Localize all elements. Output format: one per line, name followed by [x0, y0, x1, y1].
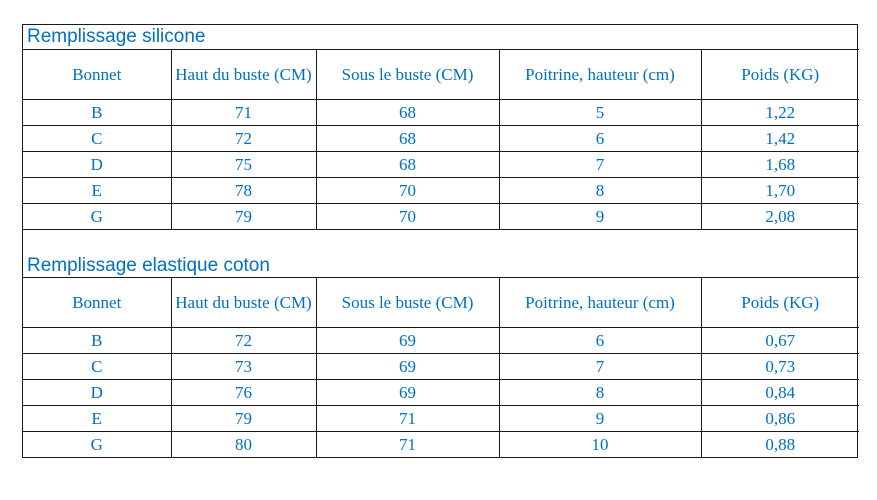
- section-title-elastique-coton: Remplissage elastique coton: [23, 229, 857, 277]
- cell-haut-du-buste: 71: [171, 100, 316, 126]
- cell-poitrine-hauteur: 8: [499, 380, 701, 406]
- cell-haut-du-buste: 79: [171, 406, 316, 432]
- table-silicone: [23, 49, 859, 229]
- table-row: [23, 380, 859, 406]
- header-sous-le-buste: Sous le buste (CM): [316, 50, 499, 100]
- cell-poids: 0,84: [701, 380, 859, 406]
- cell-bonnet: E: [23, 406, 171, 432]
- header-haut-du-buste: Haut du buste (CM): [171, 50, 316, 100]
- cell-poids: 1,68: [701, 152, 859, 178]
- cell-poitrine-hauteur: 5: [499, 100, 701, 126]
- header-row: [23, 278, 859, 328]
- table-row: [23, 100, 859, 126]
- cell-poitrine-hauteur: 9: [499, 204, 701, 230]
- table-row: [23, 354, 859, 380]
- table-row: [23, 126, 859, 152]
- cell-bonnet: B: [23, 100, 171, 126]
- section-title-silicone: Remplissage silicone: [27, 26, 206, 47]
- cell-bonnet: B: [23, 328, 171, 354]
- header-poids: Poids (KG): [701, 278, 859, 328]
- cell-bonnet: E: [23, 178, 171, 204]
- header-bonnet: Bonnet: [23, 50, 171, 100]
- cell-poids: 0,88: [701, 432, 859, 458]
- table-row: [23, 432, 859, 458]
- cell-sous-le-buste: 70: [316, 178, 499, 204]
- header-poitrine-hauteur: Poitrine, hauteur (cm): [499, 50, 701, 100]
- cell-haut-du-buste: 76: [171, 380, 316, 406]
- table-row: [23, 406, 859, 432]
- cell-haut-du-buste: 72: [171, 328, 316, 354]
- cell-sous-le-buste: 69: [316, 354, 499, 380]
- cell-poids: 1,70: [701, 178, 859, 204]
- header-poids: Poids (KG): [701, 50, 859, 100]
- cell-haut-du-buste: 73: [171, 354, 316, 380]
- cell-poids: 1,22: [701, 100, 859, 126]
- cell-sous-le-buste: 68: [316, 126, 499, 152]
- cell-sous-le-buste: 71: [316, 406, 499, 432]
- size-chart-sheet: [22, 24, 858, 458]
- cell-haut-du-buste: 78: [171, 178, 316, 204]
- cell-haut-du-buste: 72: [171, 126, 316, 152]
- cell-sous-le-buste: 69: [316, 380, 499, 406]
- cell-bonnet: D: [23, 380, 171, 406]
- cell-sous-le-buste: 71: [316, 432, 499, 458]
- cell-poids: 1,42: [701, 126, 859, 152]
- table-row: [23, 178, 859, 204]
- cell-bonnet: C: [23, 126, 171, 152]
- cell-poitrine-hauteur: 6: [499, 126, 701, 152]
- cell-poitrine-hauteur: 7: [499, 152, 701, 178]
- cell-bonnet: C: [23, 354, 171, 380]
- cell-poids: 0,73: [701, 354, 859, 380]
- cell-sous-le-buste: 68: [316, 152, 499, 178]
- cell-sous-le-buste: 68: [316, 100, 499, 126]
- cell-poitrine-hauteur: 6: [499, 328, 701, 354]
- table-row: [23, 204, 859, 230]
- header-bonnet: Bonnet: [23, 278, 171, 328]
- cell-haut-du-buste: 80: [171, 432, 316, 458]
- cell-bonnet: G: [23, 432, 171, 458]
- header-sous-le-buste: Sous le buste (CM): [316, 278, 499, 328]
- cell-poitrine-hauteur: 9: [499, 406, 701, 432]
- cell-haut-du-buste: 79: [171, 204, 316, 230]
- header-haut-du-buste: Haut du buste (CM): [171, 278, 316, 328]
- header-poitrine-hauteur: Poitrine, hauteur (cm): [499, 278, 701, 328]
- cell-poitrine-hauteur: 10: [499, 432, 701, 458]
- cell-sous-le-buste: 70: [316, 204, 499, 230]
- cell-poids: 2,08: [701, 204, 859, 230]
- table-row: [23, 152, 859, 178]
- cell-poitrine-hauteur: 8: [499, 178, 701, 204]
- cell-haut-du-buste: 75: [171, 152, 316, 178]
- header-row: [23, 50, 859, 100]
- cell-poids: 0,67: [701, 328, 859, 354]
- cell-sous-le-buste: 69: [316, 328, 499, 354]
- cell-poitrine-hauteur: 7: [499, 354, 701, 380]
- table-row: [23, 328, 859, 354]
- table-elastique-coton: [23, 277, 859, 457]
- cell-bonnet: G: [23, 204, 171, 230]
- cell-bonnet: D: [23, 152, 171, 178]
- cell-poids: 0,86: [701, 406, 859, 432]
